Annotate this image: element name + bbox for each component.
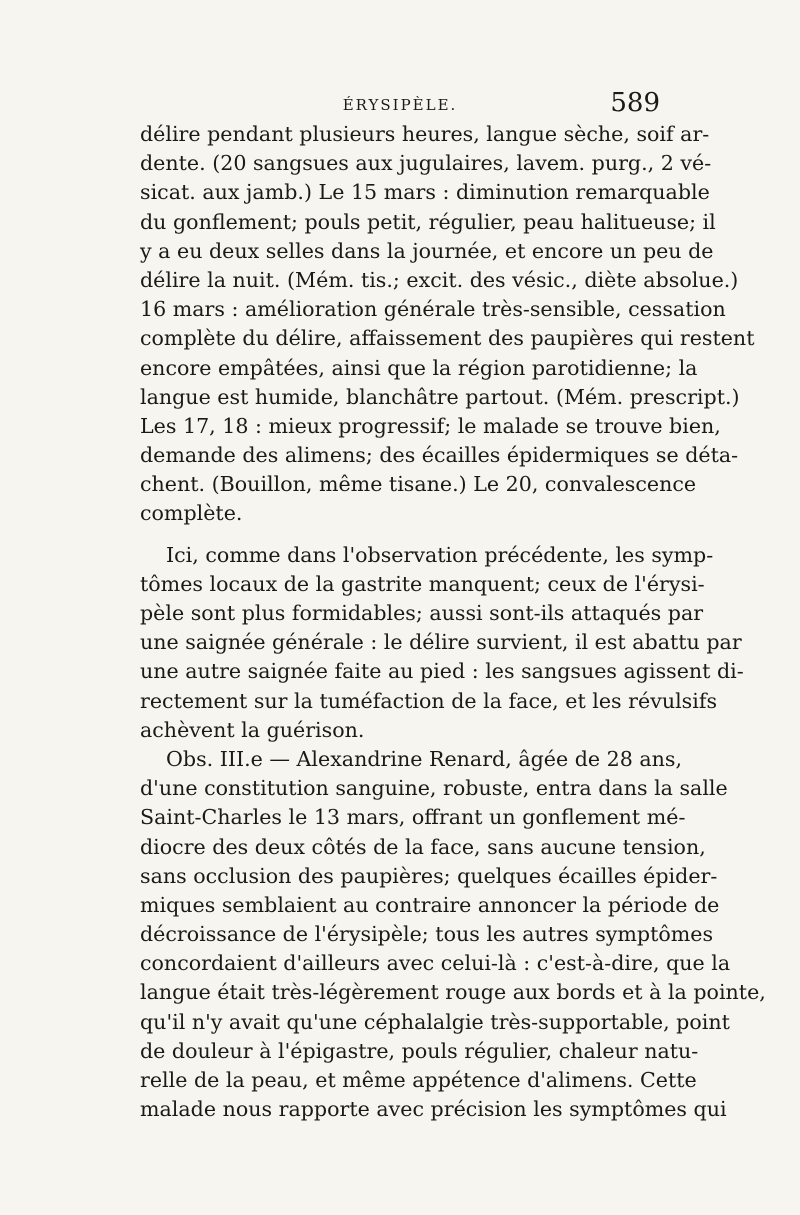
text-line: délire la nuit. (Mém. tis.; excit. des vésic., diète absolue.) xyxy=(140,267,739,292)
text-line: achèvent la guérison. xyxy=(140,717,365,742)
text-line: décroissance de l'érysipèle; tous les autres symptômes xyxy=(140,922,714,947)
paragraph-gap xyxy=(140,529,660,541)
text-line: Saint-Charles le 13 mars, offrant un gonflement mé- xyxy=(140,805,686,830)
text-line: malade nous rapporte avec précision les symptômes qui xyxy=(140,1097,727,1122)
text-line: langue est humide, blanchâtre partout. (Mém. prescript.) xyxy=(140,384,740,409)
text-line: de douleur à l'épigastre, pouls régulier, chaleur natu- xyxy=(140,1038,699,1063)
text-line: y a eu deux selles dans la journée, et encore un peu de xyxy=(140,238,714,263)
text-line: sans occlusion des paupières; quelques écailles épider- xyxy=(140,863,718,888)
text-line: pèle sont plus formidables; aussi sont-ils attaqués par xyxy=(140,601,704,625)
text-line: langue était très-légèrement rouge aux bords et à la pointe, xyxy=(140,980,766,1005)
text-line: sicat. aux jamb.) Le 15 mars : diminution remarquable xyxy=(140,180,710,205)
text-line: Ici, comme dans l'observation précédente, les symp- xyxy=(166,542,714,567)
running-head: ÉRYSIPÈLE. xyxy=(342,96,458,114)
text-line: miques semblaient au contraire annoncer la période de xyxy=(140,892,720,917)
text-line: rectement sur la tuméfaction de la face, et les révulsifs xyxy=(140,688,718,713)
text-line: Obs. III.e — Alexandrine Renard, âgée de 28 ans, xyxy=(166,746,683,771)
text-line: du gonflement; pouls petit, régulier, peau halitueuse; il xyxy=(140,209,716,234)
text-line: Les 17, 18 : mieux progressif; le malade se trouve bien, xyxy=(140,413,721,438)
text-line: d'une constitution sanguine, robuste, entra dans la salle xyxy=(140,776,728,801)
text-line: 16 mars : amélioration générale très-sensible, cessation xyxy=(140,297,726,322)
page-number: 589 xyxy=(610,88,660,118)
text-line: tômes locaux de la gastrite manquent; ceux de l'érysi- xyxy=(140,571,705,596)
text-line: une autre saignée faite au pied : les sangsues agissent di- xyxy=(140,659,744,684)
text-line: encore empâtées, ainsi que la région parotidienne; la xyxy=(140,355,698,380)
text-line: demande des alimens; des écailles épidermiques se déta- xyxy=(140,443,739,468)
text-line: concordaient d'ailleurs avec celui-là : c'est-à-dire, que la xyxy=(140,951,731,976)
body-text xyxy=(140,120,766,1124)
text-line: relle de la peau, et même appétence d'alimens. Cette xyxy=(140,1068,697,1092)
text-line: diocre des deux côtés de la face, sans aucune tension, xyxy=(140,834,706,859)
text-line: qu'il n'y avait qu'une céphalalgie très-supportable, point xyxy=(140,1009,730,1034)
text-line: délire pendant plusieurs heures, langue sèche, soif ar- xyxy=(140,122,710,146)
text-line: complète du délire, affaissement des paupières qui restent xyxy=(140,326,755,351)
text-line: dente. (20 sangsues aux jugulaires, lavem. purg., 2 vé- xyxy=(140,151,712,176)
text-line: une saignée générale : le délire survient, il est abattu par xyxy=(140,630,742,655)
text-line: chent. (Bouillon, même tisane.) Le 20, convalescence xyxy=(140,472,697,497)
text-line: complète. xyxy=(140,501,243,526)
